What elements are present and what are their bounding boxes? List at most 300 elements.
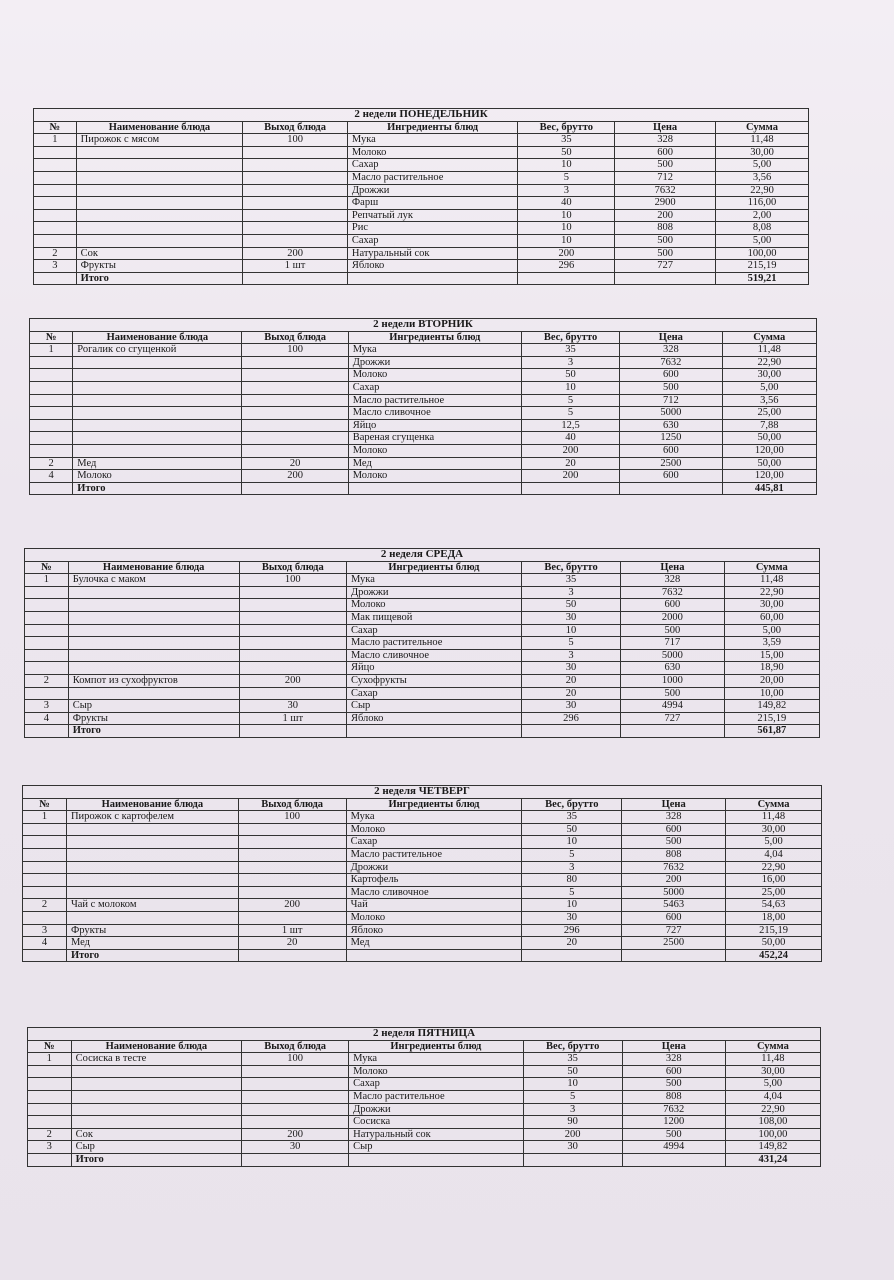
- total-row: [30, 482, 817, 495]
- cell-p: 600: [615, 146, 716, 159]
- header-row: [30, 331, 817, 344]
- cell-w: 40: [521, 432, 619, 445]
- cell-out: 200: [242, 1128, 349, 1141]
- cell-dish: [76, 197, 243, 210]
- column-header: Сумма: [716, 121, 809, 134]
- cell-ing: Сосиска: [349, 1116, 523, 1129]
- table-row: [34, 159, 809, 172]
- cell-out: [243, 146, 348, 159]
- cell-w: 3: [521, 356, 619, 369]
- column-header: Вес, брутто: [522, 798, 622, 811]
- cell-p: 600: [622, 911, 726, 924]
- cell-empty: [30, 482, 73, 495]
- cell-out: 200: [243, 247, 348, 260]
- cell-w: 10: [518, 209, 615, 222]
- cell-dish: [71, 1116, 241, 1129]
- cell-dish: [73, 381, 242, 394]
- cell-ing: Молоко: [346, 823, 522, 836]
- cell-out: [242, 1116, 349, 1129]
- table-row: [23, 874, 822, 887]
- table-friday: [27, 1027, 821, 1167]
- cell-w: 12,5: [521, 419, 619, 432]
- cell-n: 1: [34, 134, 77, 147]
- cell-dish: [76, 159, 243, 172]
- cell-p: 727: [621, 712, 724, 725]
- cell-empty: [622, 1153, 725, 1166]
- cell-p: 1250: [620, 432, 722, 445]
- cell-p: 5000: [621, 649, 724, 662]
- cell-w: 10: [523, 1078, 622, 1091]
- cell-w: 3: [522, 861, 622, 874]
- cell-s: 7,88: [722, 419, 816, 432]
- cell-w: 10: [518, 159, 615, 172]
- cell-dish: [66, 886, 238, 899]
- cell-out: [242, 356, 348, 369]
- cell-ing: Вареная сгущенка: [348, 432, 521, 445]
- table-row: [23, 848, 822, 861]
- cell-p: 808: [622, 848, 726, 861]
- cell-s: 120,00: [722, 444, 816, 457]
- cell-w: 5: [522, 886, 622, 899]
- cell-empty: [346, 725, 521, 738]
- cell-out: [242, 407, 348, 420]
- cell-s: 11,48: [716, 134, 809, 147]
- cell-s: 18,90: [724, 662, 819, 675]
- cell-w: 3: [523, 1103, 622, 1116]
- column-header: Выход блюда: [238, 798, 346, 811]
- cell-ing: Мука: [346, 574, 521, 587]
- column-header: Сумма: [724, 561, 819, 574]
- cell-n: 1: [25, 574, 69, 587]
- table-row: [25, 649, 820, 662]
- cell-n: [25, 649, 69, 662]
- cell-ing: Мак пищевой: [346, 611, 521, 624]
- column-header: Ингредиенты блюд: [346, 798, 522, 811]
- cell-p: 7632: [620, 356, 722, 369]
- cell-out: 200: [239, 674, 346, 687]
- cell-dish: [68, 637, 239, 650]
- cell-n: [28, 1065, 72, 1078]
- cell-n: [25, 637, 69, 650]
- cell-out: [239, 637, 346, 650]
- total-label: Итого: [73, 482, 242, 495]
- table-row: [25, 624, 820, 637]
- cell-out: [239, 687, 346, 700]
- header-row: [34, 121, 809, 134]
- cell-out: 1 шт: [238, 924, 346, 937]
- table-row: [34, 134, 809, 147]
- cell-out: [242, 419, 348, 432]
- cell-dish: [71, 1078, 241, 1091]
- cell-dish: [73, 432, 242, 445]
- table-row: [30, 419, 817, 432]
- cell-p: 328: [615, 134, 716, 147]
- cell-w: 20: [521, 674, 620, 687]
- cell-n: [30, 394, 73, 407]
- menu-table: [24, 548, 820, 738]
- cell-dish: [76, 184, 243, 197]
- column-header: Наименование блюда: [71, 1040, 241, 1053]
- column-header: Вес, брутто: [518, 121, 615, 134]
- cell-out: [239, 662, 346, 675]
- column-header: Выход блюда: [243, 121, 348, 134]
- cell-p: 7632: [615, 184, 716, 197]
- cell-ing: Масло растительное: [347, 171, 518, 184]
- cell-p: 808: [615, 222, 716, 235]
- cell-ing: Молоко: [348, 369, 521, 382]
- cell-out: 100: [239, 574, 346, 587]
- cell-ing: Яблоко: [347, 260, 518, 273]
- table-row: [34, 222, 809, 235]
- column-header: №: [23, 798, 67, 811]
- cell-s: 11,48: [725, 1053, 820, 1066]
- cell-out: [242, 432, 348, 445]
- cell-out: [238, 911, 346, 924]
- cell-dish: Чай с молоком: [66, 899, 238, 912]
- cell-s: 22,90: [716, 184, 809, 197]
- cell-n: 3: [23, 924, 67, 937]
- total-label: Итого: [66, 949, 238, 962]
- cell-p: 500: [615, 159, 716, 172]
- cell-ing: Масло сливочное: [348, 407, 521, 420]
- cell-w: 10: [522, 836, 622, 849]
- total-value: 519,21: [716, 272, 809, 285]
- cell-ing: Сахар: [346, 687, 521, 700]
- cell-ing: Молоко: [349, 1065, 523, 1078]
- cell-dish: [76, 171, 243, 184]
- cell-n: [34, 197, 77, 210]
- column-header: Сумма: [725, 1040, 820, 1053]
- cell-p: 500: [621, 624, 724, 637]
- menu-table: [22, 785, 822, 962]
- menu-table: [33, 108, 809, 285]
- cell-s: 11,48: [724, 574, 819, 587]
- cell-n: [34, 184, 77, 197]
- cell-s: 3,56: [722, 394, 816, 407]
- cell-w: 296: [521, 712, 620, 725]
- cell-ing: Дрожжи: [349, 1103, 523, 1116]
- cell-s: 3,59: [724, 637, 819, 650]
- cell-empty: [521, 482, 619, 495]
- table-row: [23, 924, 822, 937]
- cell-s: 22,90: [725, 1103, 820, 1116]
- cell-s: 22,90: [722, 356, 816, 369]
- total-row: [25, 725, 820, 738]
- cell-w: 10: [518, 222, 615, 235]
- cell-s: 5,00: [726, 836, 822, 849]
- cell-s: 149,82: [724, 700, 819, 713]
- cell-out: [243, 184, 348, 197]
- cell-w: 30: [521, 611, 620, 624]
- cell-p: 5000: [620, 407, 722, 420]
- cell-w: 3: [521, 586, 620, 599]
- cell-w: 20: [521, 457, 619, 470]
- cell-dish: [76, 209, 243, 222]
- menu-table: [29, 318, 817, 495]
- cell-out: [242, 1065, 349, 1078]
- cell-ing: Масло сливочное: [346, 649, 521, 662]
- cell-w: 35: [518, 134, 615, 147]
- cell-n: [23, 911, 67, 924]
- cell-empty: [523, 1153, 622, 1166]
- column-header: Наименование блюда: [76, 121, 243, 134]
- column-header: №: [28, 1040, 72, 1053]
- cell-empty: [615, 272, 716, 285]
- cell-w: 3: [518, 184, 615, 197]
- cell-w: 50: [523, 1065, 622, 1078]
- total-value: 452,24: [726, 949, 822, 962]
- cell-out: [239, 611, 346, 624]
- column-header: Наименование блюда: [73, 331, 242, 344]
- table-row: [28, 1128, 821, 1141]
- cell-w: 30: [522, 911, 622, 924]
- cell-out: [239, 649, 346, 662]
- cell-n: 3: [25, 700, 69, 713]
- table-row: [28, 1053, 821, 1066]
- cell-p: 2500: [620, 457, 722, 470]
- cell-s: 5,00: [716, 159, 809, 172]
- cell-w: 35: [523, 1053, 622, 1066]
- cell-n: [34, 159, 77, 172]
- cell-ing: Рис: [347, 222, 518, 235]
- table-row: [25, 687, 820, 700]
- cell-dish: [76, 146, 243, 159]
- table-row: [25, 662, 820, 675]
- column-header: Наименование блюда: [68, 561, 239, 574]
- cell-ing: Молоко: [347, 146, 518, 159]
- cell-s: 5,00: [724, 624, 819, 637]
- total-row: [28, 1153, 821, 1166]
- day-title: 2 неделя ЧЕТВЕРГ: [23, 786, 822, 799]
- cell-dish: [76, 222, 243, 235]
- cell-out: [242, 1078, 349, 1091]
- cell-out: [243, 197, 348, 210]
- cell-w: 10: [521, 381, 619, 394]
- cell-out: 20: [242, 457, 348, 470]
- total-row: [34, 272, 809, 285]
- cell-out: 100: [242, 1053, 349, 1066]
- table-row: [28, 1078, 821, 1091]
- cell-dish: [68, 649, 239, 662]
- cell-p: 2000: [621, 611, 724, 624]
- cell-p: 500: [622, 836, 726, 849]
- cell-n: [25, 599, 69, 612]
- cell-dish: [66, 861, 238, 874]
- cell-n: 4: [25, 712, 69, 725]
- cell-dish: [68, 599, 239, 612]
- column-header: Выход блюда: [242, 1040, 349, 1053]
- menu-table: [27, 1027, 821, 1167]
- cell-s: 215,19: [726, 924, 822, 937]
- cell-p: 727: [622, 924, 726, 937]
- cell-n: [28, 1103, 72, 1116]
- cell-s: 25,00: [722, 407, 816, 420]
- table-row: [30, 344, 817, 357]
- cell-n: 2: [34, 247, 77, 260]
- header-row: [25, 561, 820, 574]
- cell-empty: [621, 725, 724, 738]
- cell-p: 7632: [621, 586, 724, 599]
- cell-ing: Масло растительное: [346, 848, 522, 861]
- cell-ing: Мед: [346, 937, 522, 950]
- cell-n: [28, 1090, 72, 1103]
- cell-dish: [71, 1090, 241, 1103]
- cell-w: 296: [518, 260, 615, 273]
- cell-dish: [68, 662, 239, 675]
- total-value: 431,24: [725, 1153, 820, 1166]
- cell-out: [243, 234, 348, 247]
- column-header: Ингредиенты блюд: [348, 331, 521, 344]
- cell-s: 11,48: [726, 811, 822, 824]
- cell-p: 4994: [621, 700, 724, 713]
- cell-p: 1000: [621, 674, 724, 687]
- cell-out: [238, 823, 346, 836]
- cell-ing: Мука: [347, 134, 518, 147]
- table-row: [23, 911, 822, 924]
- cell-ing: Сахар: [347, 159, 518, 172]
- cell-ing: Сахар: [346, 624, 521, 637]
- table-row: [34, 234, 809, 247]
- cell-s: 30,00: [725, 1065, 820, 1078]
- cell-n: [25, 586, 69, 599]
- cell-p: 600: [620, 470, 722, 483]
- cell-out: [238, 848, 346, 861]
- cell-empty: [622, 949, 726, 962]
- cell-w: 30: [523, 1141, 622, 1154]
- cell-n: [28, 1116, 72, 1129]
- cell-w: 200: [518, 247, 615, 260]
- cell-dish: Булочка с маком: [68, 574, 239, 587]
- cell-ing: Чай: [346, 899, 522, 912]
- cell-ing: Сухофрукты: [346, 674, 521, 687]
- cell-dish: Компот из сухофруктов: [68, 674, 239, 687]
- table-row: [30, 381, 817, 394]
- cell-dish: [73, 394, 242, 407]
- cell-s: 3,56: [716, 171, 809, 184]
- table-row: [25, 611, 820, 624]
- table-row: [28, 1103, 821, 1116]
- table-row: [34, 171, 809, 184]
- cell-n: 2: [23, 899, 67, 912]
- cell-ing: Яблоко: [346, 712, 521, 725]
- day-title: 2 неделя СРЕДА: [25, 549, 820, 562]
- table-row: [34, 184, 809, 197]
- cell-p: 328: [621, 574, 724, 587]
- cell-w: 30: [521, 700, 620, 713]
- cell-n: [34, 234, 77, 247]
- table-row: [23, 886, 822, 899]
- cell-dish: [68, 611, 239, 624]
- cell-s: 18,00: [726, 911, 822, 924]
- cell-p: 717: [621, 637, 724, 650]
- cell-dish: Молоко: [73, 470, 242, 483]
- title-row: [30, 319, 817, 332]
- cell-out: 200: [238, 899, 346, 912]
- cell-ing: Репчатый лук: [347, 209, 518, 222]
- cell-p: 200: [615, 209, 716, 222]
- cell-out: [239, 599, 346, 612]
- cell-w: 296: [522, 924, 622, 937]
- cell-p: 500: [615, 234, 716, 247]
- table-row: [28, 1065, 821, 1078]
- cell-out: [242, 1103, 349, 1116]
- cell-s: 22,90: [724, 586, 819, 599]
- cell-p: 2500: [622, 937, 726, 950]
- cell-ing: Сахар: [346, 836, 522, 849]
- cell-ing: Масло сливочное: [346, 886, 522, 899]
- column-header: №: [30, 331, 73, 344]
- title-row: [25, 549, 820, 562]
- cell-dish: [73, 369, 242, 382]
- cell-s: 30,00: [724, 599, 819, 612]
- cell-p: 712: [615, 171, 716, 184]
- cell-s: 108,00: [725, 1116, 820, 1129]
- cell-dish: Сок: [76, 247, 243, 260]
- cell-s: 25,00: [726, 886, 822, 899]
- cell-n: 4: [23, 937, 67, 950]
- cell-out: 1 шт: [239, 712, 346, 725]
- cell-dish: [68, 586, 239, 599]
- cell-dish: [68, 624, 239, 637]
- cell-p: 328: [622, 1053, 725, 1066]
- cell-p: 630: [620, 419, 722, 432]
- cell-empty: [620, 482, 722, 495]
- cell-s: 54,63: [726, 899, 822, 912]
- cell-n: 3: [34, 260, 77, 273]
- day-title: 2 недели ВТОРНИК: [30, 319, 817, 332]
- cell-w: 5: [518, 171, 615, 184]
- cell-n: [23, 836, 67, 849]
- cell-n: [34, 171, 77, 184]
- cell-s: 15,00: [724, 649, 819, 662]
- cell-s: 100,00: [716, 247, 809, 260]
- cell-dish: [66, 874, 238, 887]
- table-row: [30, 369, 817, 382]
- cell-s: 50,00: [722, 457, 816, 470]
- cell-n: [30, 444, 73, 457]
- table-row: [34, 209, 809, 222]
- cell-n: [30, 381, 73, 394]
- cell-n: [23, 861, 67, 874]
- cell-p: 7632: [622, 861, 726, 874]
- cell-ing: Молоко: [348, 444, 521, 457]
- table-row: [23, 937, 822, 950]
- cell-empty: [346, 949, 522, 962]
- cell-ing: Мука: [346, 811, 522, 824]
- cell-empty: [521, 725, 620, 738]
- column-header: Ингредиенты блюд: [346, 561, 521, 574]
- cell-s: 30,00: [722, 369, 816, 382]
- table-row: [23, 823, 822, 836]
- cell-out: [238, 836, 346, 849]
- cell-dish: Сыр: [71, 1141, 241, 1154]
- table-monday: [33, 108, 809, 285]
- cell-w: 200: [523, 1128, 622, 1141]
- cell-s: 50,00: [726, 937, 822, 950]
- cell-ing: Масло растительное: [349, 1090, 523, 1103]
- day-title: 2 недели ПОНЕДЕЛЬНИК: [34, 109, 809, 122]
- cell-w: 80: [522, 874, 622, 887]
- cell-n: [30, 369, 73, 382]
- cell-w: 20: [522, 937, 622, 950]
- column-header: Цена: [615, 121, 716, 134]
- cell-dish: Фрукты: [66, 924, 238, 937]
- cell-out: 200: [242, 470, 348, 483]
- cell-empty: [242, 1153, 349, 1166]
- cell-p: 1200: [622, 1116, 725, 1129]
- cell-out: [243, 159, 348, 172]
- cell-s: 4,04: [726, 848, 822, 861]
